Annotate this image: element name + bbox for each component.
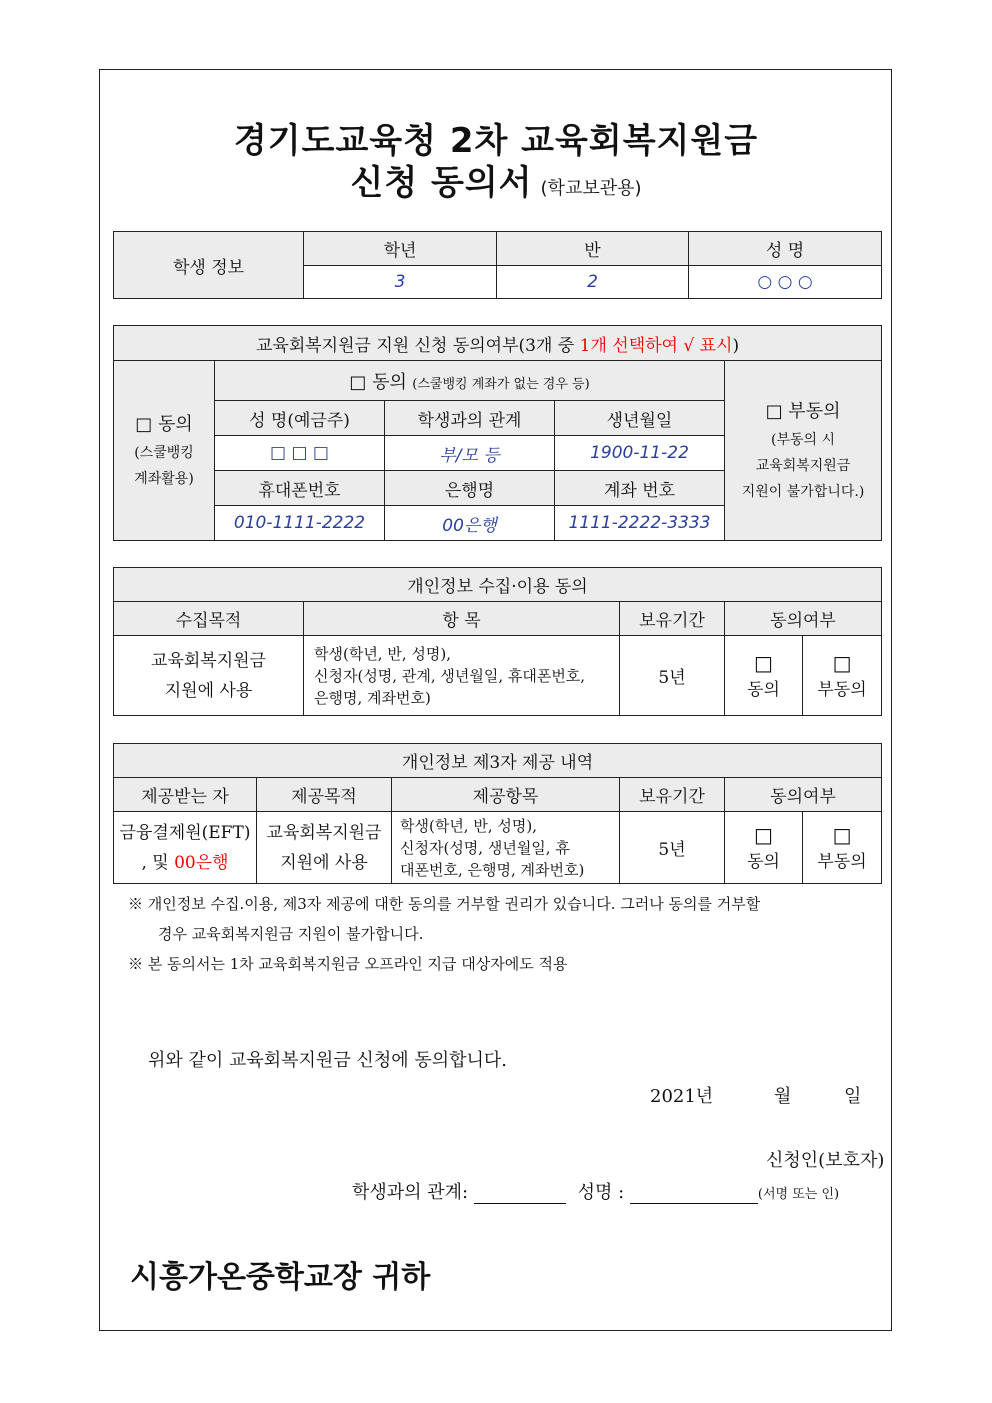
privacy-agree-checkbox[interactable]: □ <box>754 651 773 675</box>
privacy-header: 개인정보 수집·이용 동의 <box>114 568 882 602</box>
student-info-label: 학생 정보 <box>114 232 304 299</box>
title-subtitle: (학교보관용) <box>540 178 642 199</box>
third-col-purpose: 제공목적 <box>257 778 392 812</box>
privacy-item3: 은행명, 계좌번호) <box>314 688 431 707</box>
bank-value[interactable]: 00은행 <box>385 506 555 541</box>
third-col-period: 보유기간 <box>620 778 725 812</box>
option-disagree-note1: (부동의 시 <box>771 431 836 448</box>
note-rights: ※ 개인정보 수집.이용, 제3자 제공에 대한 동의를 거부할 권리가 있습니다. 그러나 동의를 거부할 <box>128 895 761 913</box>
option-other-checkbox[interactable]: □ 동의 <box>349 371 407 393</box>
third-purpose <box>257 812 392 884</box>
signature-line <box>352 1178 839 1204</box>
document-title: 경기도교육청 2차 교육회복지원금 <box>233 121 759 161</box>
privacy-col-agree: 동의여부 <box>725 602 882 636</box>
third-agree-label: 동의 <box>747 852 780 872</box>
third-item1: 학생(학년, 반, 성명), <box>400 816 537 835</box>
col-birthdate: 생년월일 <box>555 401 725 436</box>
name-label: 성명 : <box>577 1182 625 1203</box>
option-other-note: (스쿨뱅킹 계좌가 없는 경우 등) <box>412 376 590 392</box>
relation-value[interactable]: 부/모 등 <box>385 436 555 471</box>
account-holder-value[interactable]: □ □ □ <box>215 436 385 471</box>
privacy-col-period: 보유기간 <box>620 602 725 636</box>
col-relation: 학생과의 관계 <box>385 401 555 436</box>
third-purpose-line1: 교육회복지원금 <box>266 822 382 843</box>
name-header: 성 명 <box>689 232 882 266</box>
option-schoolbank-note2: 계좌활용) <box>134 470 194 487</box>
option-disagree-note3: 지원이 불가합니다.) <box>741 483 865 500</box>
third-item2: 신청자(성명, 생년월일, 휴 <box>400 838 570 857</box>
third-recipient-and: , 및 <box>141 852 175 873</box>
class-value[interactable]: 2 <box>497 266 689 299</box>
third-recipient-bank: 00은행 <box>174 852 229 873</box>
consent-statement: 위와 같이 교육회복지원금 신청에 동의합니다. <box>148 1050 507 1071</box>
birthdate-value[interactable]: 1900-11-22 <box>555 436 725 471</box>
privacy-agree-label: 동의 <box>747 680 780 700</box>
relation-label: 학생과의 관계: <box>352 1182 469 1203</box>
option-other-account[interactable] <box>215 361 725 401</box>
option-disagree-checkbox[interactable]: □ 부동의 <box>765 400 841 422</box>
third-party-table <box>113 743 882 884</box>
third-disagree-label: 부동의 <box>817 852 867 872</box>
option-disagree-note2: 교육회복지원금 <box>755 457 851 474</box>
privacy-disagree-checkbox[interactable]: □ <box>832 651 852 675</box>
third-items <box>392 812 620 884</box>
applicant-label: 신청인(보호자) <box>766 1150 885 1171</box>
grade-value[interactable]: 3 <box>304 266 497 299</box>
third-party-header: 개인정보 제3자 제공 내역 <box>114 744 882 778</box>
privacy-item2: 신청자(성명, 관계, 생년월일, 휴대폰번호, <box>314 666 586 685</box>
privacy-agree-option[interactable] <box>725 636 803 716</box>
third-recipient <box>114 812 257 884</box>
privacy-purpose <box>114 636 304 716</box>
title-text: 신청 동의서 <box>350 163 533 203</box>
student-name-value[interactable]: ○ ○ ○ <box>689 266 882 299</box>
document-title-line2 <box>0 155 992 204</box>
privacy-items <box>304 636 620 716</box>
privacy-period: 5년 <box>620 636 725 716</box>
sign-note: (서명 또는 인) <box>757 1187 840 1202</box>
third-disagree-checkbox[interactable]: □ <box>832 823 852 847</box>
date-year[interactable]: 2021년 <box>650 1086 714 1107</box>
col-phone: 휴대폰번호 <box>215 471 385 506</box>
privacy-disagree-option[interactable] <box>803 636 882 716</box>
third-period: 5년 <box>620 812 725 884</box>
col-account-holder: 성 명(예금주) <box>215 401 385 436</box>
consent-header-end: ) <box>732 335 740 356</box>
relation-field[interactable] <box>474 1185 566 1204</box>
third-item3: 대폰번호, 은행명, 계좌번호) <box>400 860 585 879</box>
col-bank: 은행명 <box>385 471 555 506</box>
addressee: 시흥가온중학교장 귀하 <box>130 1260 431 1295</box>
privacy-purpose-line2: 지원에 사용 <box>164 680 253 701</box>
third-agree-option[interactable] <box>725 812 803 884</box>
option-schoolbank[interactable] <box>114 361 215 541</box>
consent-header <box>114 326 882 361</box>
col-account-number: 계좌 번호 <box>555 471 725 506</box>
option-disagree[interactable] <box>725 361 882 541</box>
consent-table <box>113 325 882 541</box>
third-recipient-line1: 금융결제원(EFT) <box>119 822 251 843</box>
third-agree-checkbox[interactable]: □ <box>754 823 773 847</box>
account-number-value[interactable]: 1111-2222-3333 <box>555 506 725 541</box>
privacy-purpose-line1: 교육회복지원금 <box>151 650 266 671</box>
privacy-item1: 학생(학년, 반, 성명), <box>314 644 451 663</box>
third-recipient-line2 <box>114 848 256 878</box>
third-disagree-option[interactable] <box>803 812 882 884</box>
phone-value[interactable]: 010-1111-2222 <box>215 506 385 541</box>
privacy-col-purpose: 수집목적 <box>114 602 304 636</box>
student-info-table <box>113 231 882 299</box>
consent-header-highlight: 1개 선택하여 √ 표시 <box>579 335 733 356</box>
grade-header: 학년 <box>304 232 497 266</box>
privacy-table <box>113 567 882 716</box>
note-rights-cont: 경우 교육회복지원금 지원이 불가합니다. <box>158 925 424 943</box>
option-schoolbank-checkbox[interactable]: □ 동의 <box>135 413 193 435</box>
date-month[interactable]: 월 <box>774 1086 792 1107</box>
privacy-disagree-label: 부동의 <box>817 680 867 700</box>
class-header: 반 <box>497 232 689 266</box>
note-applies: ※ 본 동의서는 1차 교육회복지원금 오프라인 지급 대상자에도 적용 <box>128 955 568 973</box>
consent-header-text: 교육회복지원금 지원 신청 동의여부(3개 중 <box>255 335 580 356</box>
third-col-agree: 동의여부 <box>725 778 882 812</box>
third-col-recipient: 제공받는 자 <box>114 778 257 812</box>
option-schoolbank-note1: (스쿨뱅킹 <box>134 444 194 461</box>
third-col-items: 제공항목 <box>392 778 620 812</box>
third-purpose-line2: 지원에 사용 <box>280 852 368 873</box>
name-field[interactable] <box>630 1185 758 1204</box>
privacy-col-items: 항 목 <box>304 602 620 636</box>
date-day[interactable]: 일 <box>844 1086 862 1107</box>
